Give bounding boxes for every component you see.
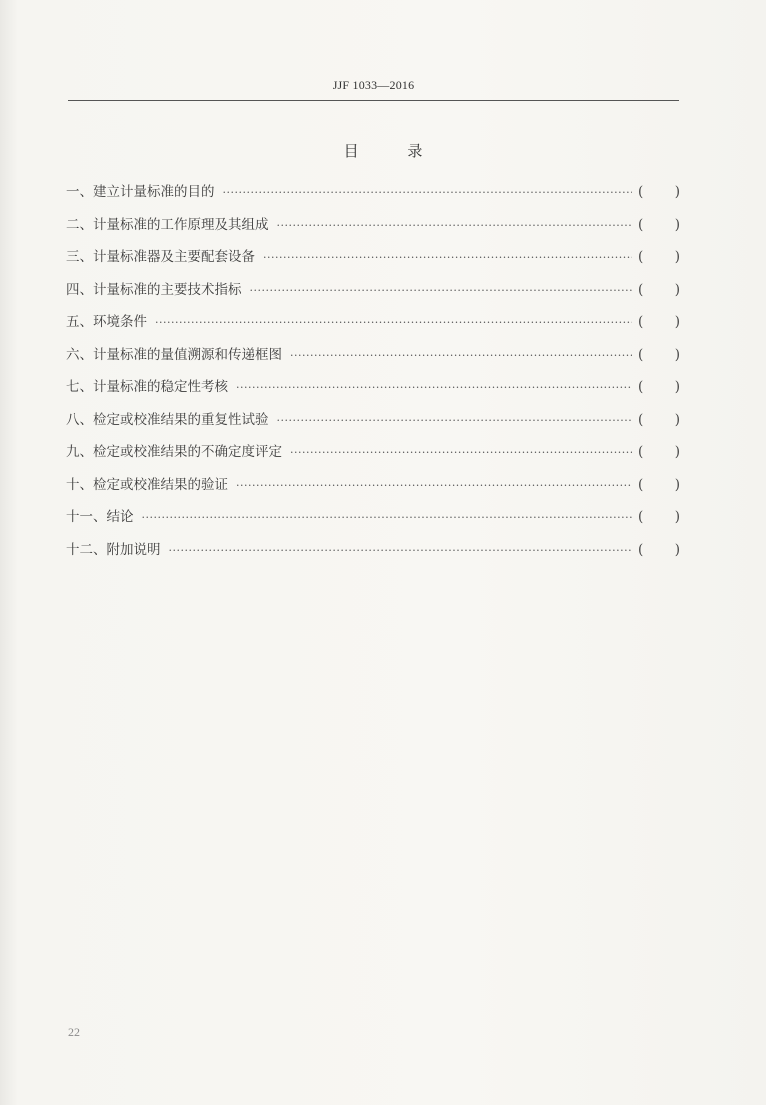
open-paren: ( (638, 541, 644, 558)
close-paren: ) (674, 346, 680, 363)
toc-entry (66, 180, 680, 213)
toc-entry-label: 一、建立计量标准的目的 (66, 184, 215, 200)
dot-leader (277, 414, 633, 427)
dot-leader (290, 446, 632, 459)
close-paren: ) (674, 444, 680, 460)
dot-leader (277, 219, 633, 232)
close-paren: ) (674, 184, 680, 200)
open-paren: ( (638, 411, 644, 428)
toc-page-ref (632, 249, 680, 265)
dot-leader (250, 284, 633, 297)
toc-entry (66, 538, 680, 571)
close-paren: ) (674, 541, 680, 558)
toc-page-ref (632, 542, 680, 558)
open-paren: ( (638, 379, 644, 395)
close-paren: ) (674, 281, 680, 298)
close-paren: ) (674, 314, 680, 330)
open-paren: ( (638, 314, 644, 330)
close-paren: ) (674, 476, 680, 493)
open-paren: ( (638, 249, 644, 265)
open-paren: ( (638, 346, 644, 363)
toc-entry (66, 375, 680, 408)
dot-leader (236, 381, 632, 394)
open-paren: ( (638, 281, 644, 298)
dot-leader (142, 511, 633, 524)
toc-page-ref (632, 314, 680, 330)
toc-entry-label: 五、环境条件 (66, 314, 147, 330)
toc-page-ref (632, 509, 680, 525)
toc-page-ref (632, 347, 680, 363)
toc-page-ref (632, 217, 680, 233)
close-paren: ) (674, 411, 680, 428)
header-rule (68, 100, 679, 101)
toc-entry-label: 三、计量标准器及主要配套设备 (66, 249, 255, 265)
dot-leader (263, 251, 632, 264)
table-of-contents (66, 180, 680, 570)
close-paren: ) (674, 379, 680, 395)
toc-page-ref (632, 282, 680, 298)
dot-leader (236, 479, 632, 492)
toc-entry-label: 四、计量标准的主要技术指标 (66, 281, 242, 298)
toc-entry (66, 245, 680, 278)
toc-entry (66, 278, 680, 311)
dot-leader (169, 544, 633, 557)
open-paren: ( (638, 476, 644, 493)
toc-entry-label: 十一、结论 (66, 509, 134, 525)
toc-page-ref (632, 444, 680, 460)
dot-leader (155, 316, 632, 329)
dot-leader (290, 349, 632, 362)
toc-page-ref (632, 379, 680, 395)
toc-entry-label: 六、计量标准的量值溯源和传递框图 (66, 346, 282, 363)
toc-entry-label: 十二、附加说明 (66, 541, 161, 558)
open-paren: ( (638, 184, 644, 200)
toc-title: 目 录 (343, 142, 445, 160)
toc-entry-label: 七、计量标准的稳定性考核 (66, 379, 228, 395)
toc-entry (66, 473, 680, 506)
toc-page-ref (632, 184, 680, 200)
toc-entry-label: 十、检定或校准结果的验证 (66, 476, 228, 493)
toc-entry (66, 440, 680, 473)
toc-page-ref (632, 412, 680, 428)
open-paren: ( (638, 509, 644, 525)
toc-entry (66, 310, 680, 343)
toc-entry (66, 343, 680, 376)
toc-page-ref (632, 477, 680, 493)
page-number: 22 (68, 1025, 80, 1039)
toc-entry (66, 408, 680, 441)
toc-entry-label: 八、检定或校准结果的重复性试验 (66, 411, 269, 428)
close-paren: ) (674, 249, 680, 265)
close-paren: ) (674, 509, 680, 525)
dot-leader (223, 186, 633, 199)
close-paren: ) (674, 216, 680, 233)
open-paren: ( (638, 444, 644, 460)
toc-entry-label: 九、检定或校准结果的不确定度评定 (66, 444, 282, 460)
running-header: JJF 1033—2016 (332, 78, 415, 92)
toc-entry-label: 二、计量标准的工作原理及其组成 (66, 216, 269, 233)
toc-entry (66, 213, 680, 246)
open-paren: ( (638, 216, 644, 233)
toc-entry (66, 505, 680, 538)
